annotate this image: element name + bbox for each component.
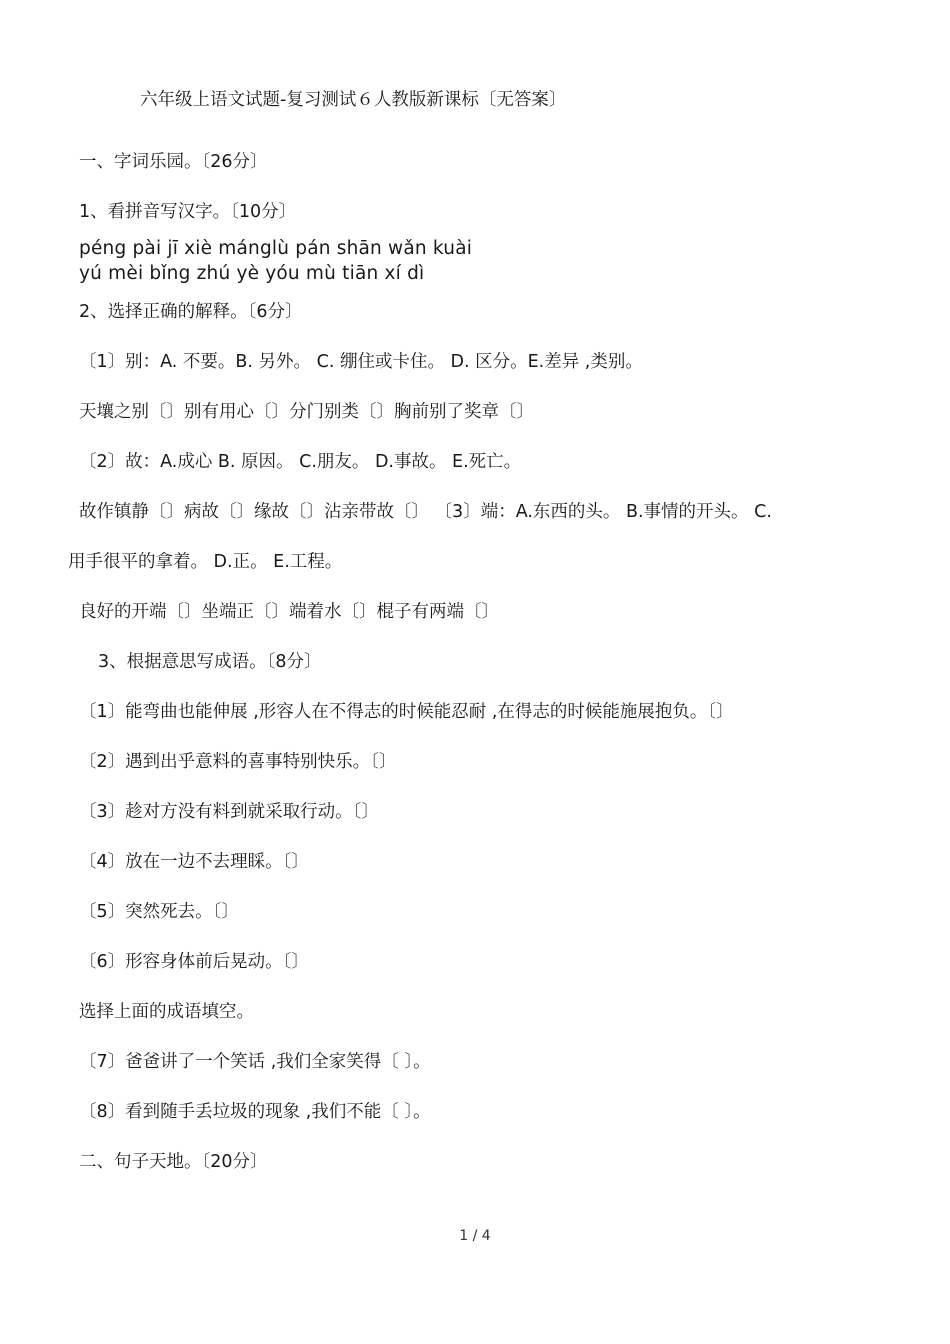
question-3-heading: 3、根据意思写成语。〔8分〕	[98, 652, 322, 672]
question-2-2-words: 故作镇静〔〕病故〔〕缘故〔〕沾亲带故〔〕 〔3〕端：A.东西的头。 B.事情的开头。 C.	[79, 502, 772, 522]
fill-in-item-7: 〔7〕爸爸讲了一个笑话 ,我们全家笑得〔 〕。	[79, 1052, 431, 1072]
pinyin-line-2: yú mèi bǐng zhú yè yóu mù tiān xí dì	[79, 263, 425, 284]
fill-in-instruction: 选择上面的成语填空。	[79, 1002, 254, 1022]
section-heading-1: 一、字词乐园。〔26分〕	[79, 152, 268, 172]
question-2-3-words: 良好的开端〔〕坐端正〔〕端着水〔〕棍子有两端〔〕	[79, 602, 499, 622]
idiom-item-1: 〔1〕能弯曲也能伸展 ,形容人在不得志的时候能忍耐 ,在得志的时候能施展抱负。〔〕	[79, 702, 734, 722]
fill-in-item-8: 〔8〕看到随手丢垃圾的现象 ,我们不能〔 〕。	[79, 1102, 431, 1122]
idiom-item-5: 〔5〕突然死去。〔〕	[79, 902, 239, 922]
idiom-item-6: 〔6〕形容身体前后晃动。〔〕	[79, 952, 309, 972]
question-2-2-options: 〔2〕故：A.成心 B. 原因。 C.朋友。 D.事故。 E.死亡。	[79, 452, 522, 472]
question-2-heading: 2、选择正确的解释。〔6分〕	[79, 302, 303, 322]
idiom-item-3: 〔3〕趁对方没有料到就采取行动。〔〕	[79, 802, 379, 822]
question-2-1-words: 天壤之别〔〕别有用心〔〕分门别类〔〕胸前别了奖章〔〕	[79, 402, 534, 422]
page-number: 1 / 4	[459, 1228, 491, 1244]
idiom-item-2: 〔2〕遇到出乎意料的喜事特别快乐。〔〕	[79, 752, 397, 772]
pinyin-line-1: péng pài jī xiè mánglù pán shān wǎn kuài	[79, 238, 473, 259]
document-title: 六年级上语文试题-复习测试６人教版新课标〔无答案〕	[140, 90, 567, 110]
idiom-item-4: 〔4〕放在一边不去理睬。〔〕	[79, 852, 309, 872]
question-2-1-options: 〔1〕别：A. 不要。B. 另外。 C. 绷住或卡住。 D. 区分。E.差异 ,类别。	[79, 352, 643, 372]
section-heading-2: 二、句子天地。〔20分〕	[79, 1152, 268, 1172]
question-1-heading: 1、看拼音写汉字。〔10分〕	[79, 202, 297, 222]
question-2-3-options-cont: 用手很平的拿着。 D.正。 E.工程。	[68, 552, 343, 572]
